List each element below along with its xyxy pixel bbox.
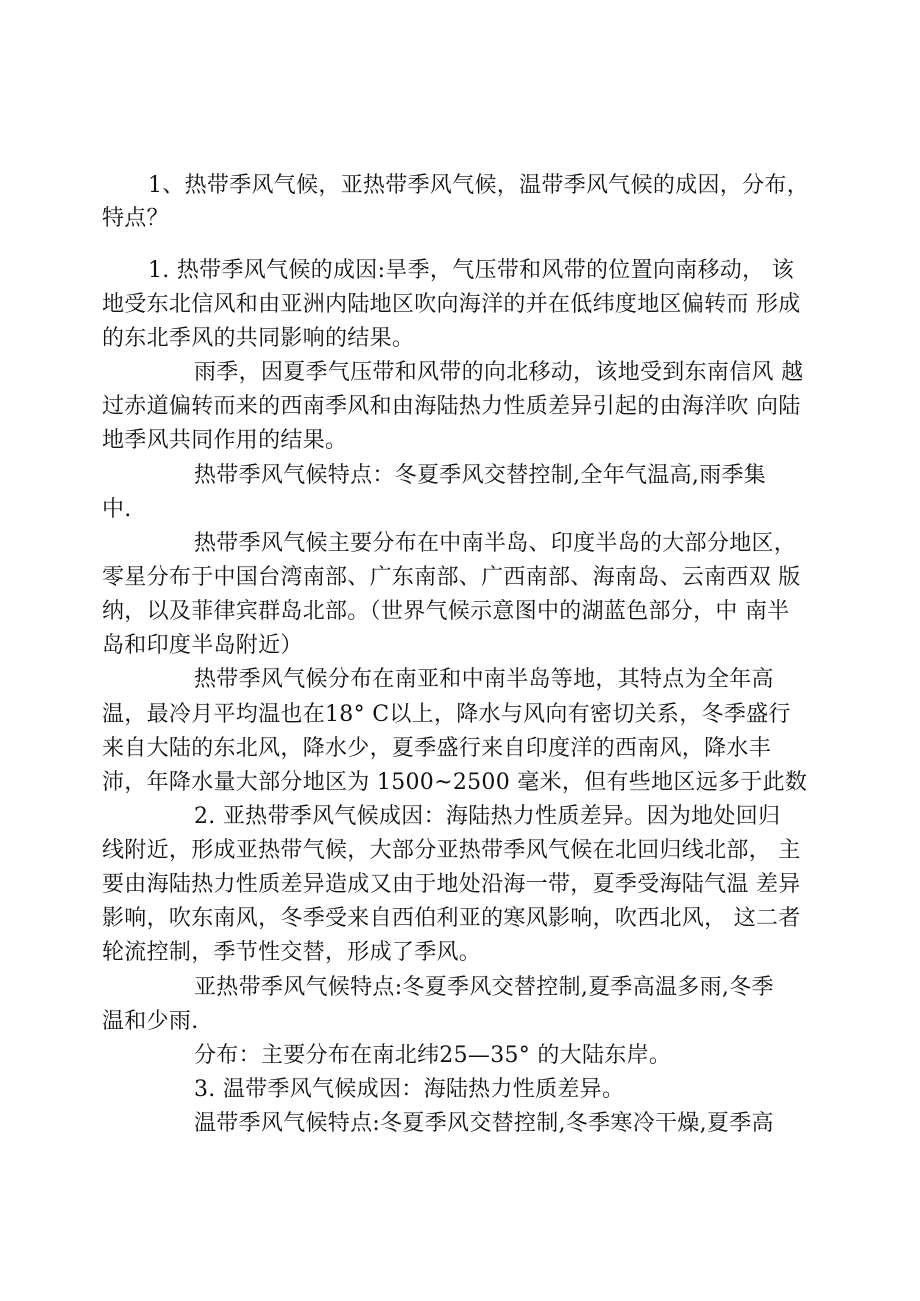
text-line: 1. 热带季风气候的成因:旱季，气压带和风带的位置向南移动， 该 <box>148 258 794 283</box>
text-line: 温带季风气候特点:冬夏季风交替控制,冬季寒冷干燥,夏季高 <box>194 1111 774 1136</box>
text-line: 来自大陆的东北风，降水少，夏季盛行来自印度洋的西南风，降水丰 <box>102 736 772 761</box>
question-heading-line-1: 1、热带季风气候，亚热带季风气候，温带季风气候的成因，分布， <box>148 173 809 198</box>
text-line: 温和少雨. <box>102 1009 199 1034</box>
text-line: 热带季风气候主要分布在中南半岛、印度半岛的大部分地区， <box>194 531 797 556</box>
question-heading-line-2: 特点？ <box>102 206 169 231</box>
text-line: 纳，以及菲律宾群岛北部。（世界气候示意图中的湖蓝色部分，中 南半 <box>102 599 790 624</box>
text-line: 亚热带季风气候特点:冬夏季风交替控制,夏季高温多雨,冬季 <box>194 975 774 1000</box>
text-line: 零星分布于中国台湾南部、广东南部、广西南部、海南岛、云南西双 版 <box>102 565 801 590</box>
text-line: 沛，年降水量大部分地区为 1500~2500 毫米，但有些地区远多于此数 <box>102 770 808 795</box>
text-line: 线附近，形成亚热带气候，大部分亚热带季风气候在北回归线北部， 主 <box>102 838 801 863</box>
text-line: 过赤道偏转而来的西南季风和由海陆热力性质差异引起的由海洋吹 向陆 <box>102 394 801 419</box>
text-line: 雨季，因夏季气压带和风带的向北移动，该地受到东南信风 越 <box>194 360 804 385</box>
text-line: 热带季风气候特点：冬夏季风交替控制,全年气温高,雨季集 <box>194 463 767 488</box>
text-line: 温，最冷月平均温也在18° C以上，降水与风向有密切关系，冬季盛行 <box>102 702 791 727</box>
text-line: 3. 温带季风气候成因：海陆热力性质差异。 <box>194 1077 625 1102</box>
text-line: 地季风共同作用的结果。 <box>102 428 348 453</box>
text-line: 岛和印度半岛附近） <box>102 633 303 658</box>
text-line: 2. 亚热带季风气候成因：海陆热力性质差异。因为地处回归 <box>194 804 781 829</box>
text-line: 热带季风气候分布在南亚和中南半岛等地，其特点为全年高 <box>194 667 774 692</box>
text-line: 要由海陆热力性质差异造成又由于地处沿海一带，夏季受海陆气温 差异 <box>102 872 801 897</box>
text-line: 轮流控制，季节性交替，形成了季风。 <box>102 940 482 965</box>
text-line: 中. <box>102 497 132 522</box>
text-line: 分布：主要分布在南北纬25—35° 的大陆东岸。 <box>194 1043 672 1068</box>
text-line: 地受东北信风和由亚洲内陆地区吹向海洋的并在低纬度地区偏转而 形成 <box>102 292 801 317</box>
text-line: 的东北季风的共同影响的结果。 <box>102 326 415 351</box>
text-line: 影响，吹东南风，冬季受来自西伯利亚的寒风影响，吹西北风， 这二者 <box>102 906 801 931</box>
